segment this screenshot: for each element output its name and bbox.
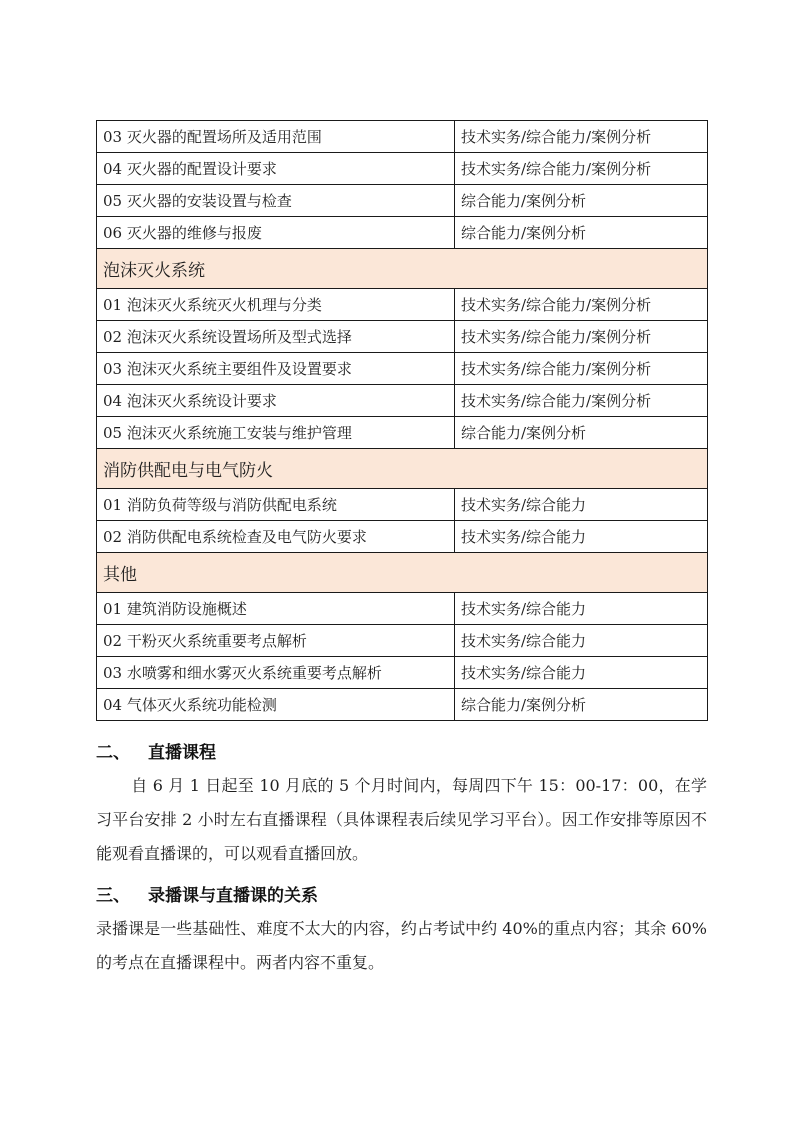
- coverage-cell: 技术实务/综合能力: [455, 521, 708, 553]
- topic-cell: 02 消防供配电系统检查及电气防火要求: [97, 521, 455, 553]
- topic-cell: 06 灭火器的维修与报废: [97, 217, 455, 249]
- course-syllabus-table: [96, 120, 708, 721]
- coverage-cell: 综合能力/案例分析: [455, 417, 708, 449]
- document-page: [96, 120, 707, 984]
- table-section-row: [97, 249, 708, 289]
- table-section-row: [97, 553, 708, 593]
- heading-title: 录播课与直播课的关系: [148, 886, 318, 906]
- table-row: [97, 353, 708, 385]
- topic-cell: 03 灭火器的配置场所及适用范围: [97, 121, 455, 153]
- table-row: [97, 625, 708, 657]
- topic-cell: 03 水喷雾和细水雾灭火系统重要考点解析: [97, 657, 455, 689]
- coverage-cell: 技术实务/综合能力/案例分析: [455, 121, 708, 153]
- topic-cell: 01 建筑消防设施概述: [97, 593, 455, 625]
- heading-title: 直播课程: [148, 743, 216, 763]
- heading-number: 三、: [96, 886, 130, 906]
- table-row: [97, 689, 708, 721]
- table-row: [97, 217, 708, 249]
- coverage-cell: 技术实务/综合能力: [455, 625, 708, 657]
- topic-cell: 02 干粉灭火系统重要考点解析: [97, 625, 455, 657]
- section-header-cell: 泡沫灭火系统: [97, 249, 708, 289]
- table-section-row: [97, 449, 708, 489]
- topic-cell: 01 消防负荷等级与消防供配电系统: [97, 489, 455, 521]
- coverage-cell: 技术实务/综合能力: [455, 593, 708, 625]
- table-row: [97, 289, 708, 321]
- coverage-cell: 综合能力/案例分析: [455, 217, 708, 249]
- table-row: [97, 153, 708, 185]
- topic-cell: 04 气体灭火系统功能检测: [97, 689, 455, 721]
- table-row: [97, 521, 708, 553]
- coverage-cell: 技术实务/综合能力/案例分析: [455, 289, 708, 321]
- topic-cell: 01 泡沫灭火系统灭火机理与分类: [97, 289, 455, 321]
- table-row: [97, 121, 708, 153]
- relation-paragraph: 录播课是一些基础性、难度不太大的内容，约占考试中约 40%的重点内容；其余 60%的考点在直播课程中。两者内容不重复。: [96, 919, 707, 972]
- live-course-heading: [96, 738, 707, 763]
- topic-cell: 05 灭火器的安装设置与检查: [97, 185, 455, 217]
- coverage-cell: 综合能力/案例分析: [455, 689, 708, 721]
- coverage-cell: 技术实务/综合能力/案例分析: [455, 321, 708, 353]
- coverage-cell: 技术实务/综合能力: [455, 489, 708, 521]
- coverage-cell: 技术实务/综合能力/案例分析: [455, 353, 708, 385]
- table-row: [97, 385, 708, 417]
- table-row: [97, 185, 708, 217]
- table-row: [97, 417, 708, 449]
- topic-cell: 04 泡沫灭火系统设计要求: [97, 385, 455, 417]
- course-table-body: [97, 121, 708, 721]
- table-row: [97, 489, 708, 521]
- coverage-cell: 综合能力/案例分析: [455, 185, 708, 217]
- table-row: [97, 321, 708, 353]
- table-row: [97, 593, 708, 625]
- coverage-cell: 技术实务/综合能力/案例分析: [455, 385, 708, 417]
- heading-number: 二、: [96, 743, 130, 763]
- topic-cell: 05 泡沫灭火系统施工安装与维护管理: [97, 417, 455, 449]
- section-header-cell: 其他: [97, 553, 708, 593]
- topic-cell: 04 灭火器的配置设计要求: [97, 153, 455, 185]
- coverage-cell: 技术实务/综合能力: [455, 657, 708, 689]
- coverage-cell: 技术实务/综合能力/案例分析: [455, 153, 708, 185]
- topic-cell: 03 泡沫灭火系统主要组件及设置要求: [97, 353, 455, 385]
- section-header-cell: 消防供配电与电气防火: [97, 449, 708, 489]
- topic-cell: 02 泡沫灭火系统设置场所及型式选择: [97, 321, 455, 353]
- table-row: [97, 657, 708, 689]
- live-course-paragraph: 自 6 月 1 日起至 10 月底的 5 个月时间内，每周四下午 15：00-17：00，在学习平台安排 2 小时左右直播课程（具体课程表后续见学习平台）。因工作安排等原因不能观看直播课的，可以观看直播回放。: [96, 776, 707, 863]
- relation-heading: [96, 881, 707, 906]
